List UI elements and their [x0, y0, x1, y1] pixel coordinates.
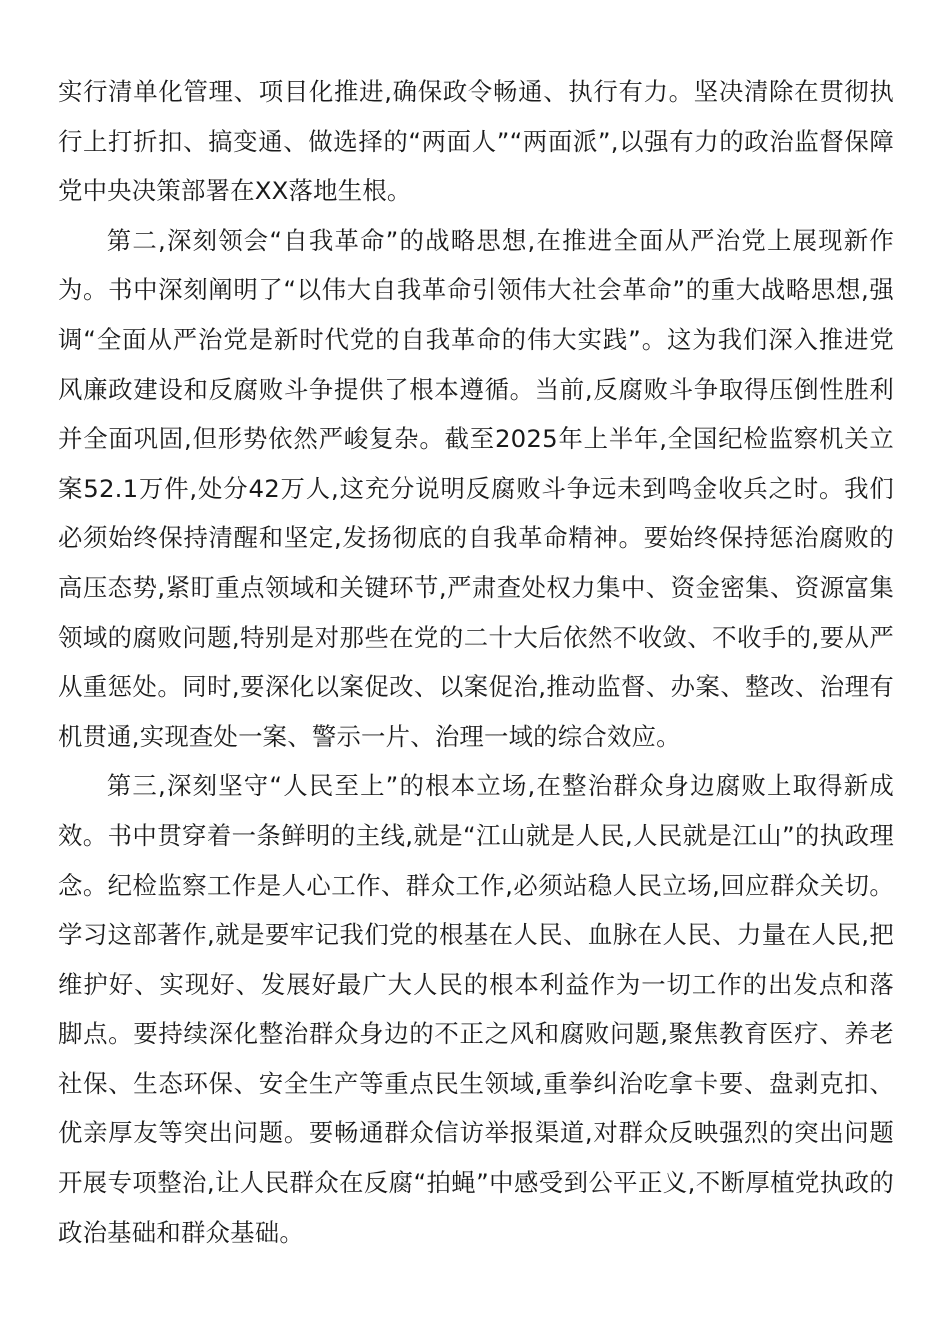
- paragraph-1: 实行清单化管理、项目化推进,确保政令畅通、执行有力。坚决清除在贯彻执行上打折扣、搞变通、做选择的“两面人”“两面派”,以强有力的政治监督保障党中央决策部署在XX落地生根。: [58, 77, 894, 206]
- paragraph-3: 第三,深刻坚守“人民至上”的根本立场,在整治群众身边腐败上取得新成效。书中贯穿着一条鲜明的主线,就是“江山就是人民,人民就是江山”的执政理念。纪检监察工作是人心工作、群众工作,必须站稳人民立场,回应群众关切。学习这部著作,就是要牢记我们党的根基在人民、血脉在人民、力量在人民,把维护好、实现好、发展好最广大人民的根本利益作为一切工作的出发点和落脚点。要持续深化整治群众身边的不正之风和腐败问题,聚焦教育医疗、养老社保、生态环保、安全生产等重点民生领域,重拳纠治吃拿卡要、盘剥克扣、优亲厚友等突出问题。要畅通群众信访举报渠道,对群众反映强烈的突出问题开展专项整治,让人民群众在反腐“拍蝇”中感受到公平正义,不断厚植党执政的政治基础和群众基础。: [58, 771, 894, 1247]
- paragraph-2: 第二,深刻领会“自我革命”的战略思想,在推进全面从严治党上展现新作为。书中深刻阐明了“以伟大自我革命引领伟大社会革命”的重大战略思想,强调“全面从严治党是新时代党的自我革命的伟大实践”。这为我们深入推进党风廉政建设和反腐败斗争提供了根本遵循。当前,反腐败斗争取得压倒性胜利并全面巩固,但形势依然严峻复杂。截至2025年上半年,全国纪检监察机关立案52.1万件,处分42万人,这充分说明反腐败斗争远未到鸣金收兵之时。我们必须始终保持清醒和坚定,发扬彻底的自我革命精神。要始终保持惩治腐败的高压态势,紧盯重点领域和关键环节,严肃查处权力集中、资金密集、资源富集领域的腐败问题,特别是对那些在党的二十大后依然不收敛、不收手的,要从严从重惩处。同时,要深化以案促改、以案促治,推动监督、办案、整改、治理有机贯通,实现查处一案、警示一片、治理一域的综合效应。: [58, 225, 894, 751]
- document-body: [58, 67, 894, 1257]
